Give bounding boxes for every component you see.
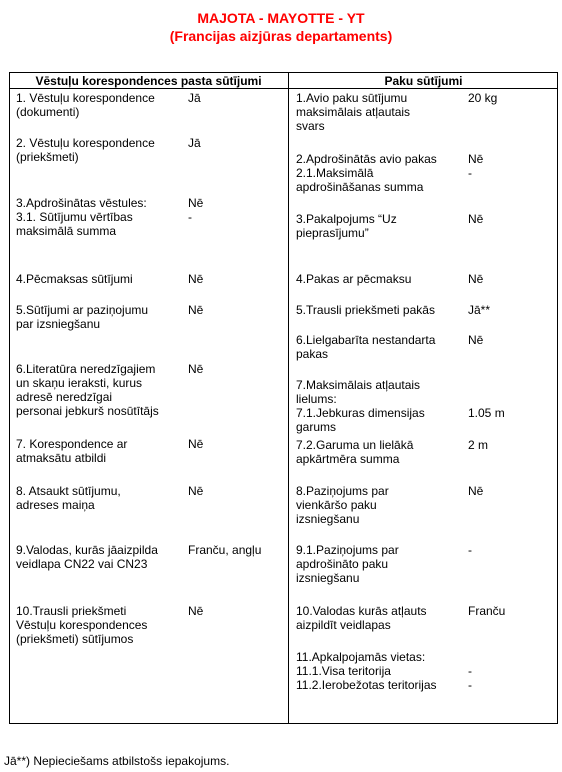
left-row-3-label: 3.Apdrošinātas vēstules: 3.1. Sūtījumu vērtības maksimālā summa [16, 196, 147, 238]
left-row-6-label: 6.Literatūra neredzīgajiem un skaņu ieraksti, kurus adresē neredzīgai personai jebkurš nosūtītājs [16, 362, 159, 418]
left-row-1-label: 1. Vēstuļu korespondence (dokumenti) [16, 91, 155, 119]
page-title: MAJOTA - MAYOTTE - YT [197, 10, 365, 26]
left-row-7-label: 7. Korespondence ar atmaksātu atbildi [16, 437, 128, 465]
left-row-5-value: Nē [188, 303, 204, 317]
page-subtitle: (Francijas aizjūras departaments) [169, 28, 393, 44]
right-row-6-label: 6.Lielgabarīta nestandarta pakas [296, 333, 436, 361]
right-row-10-label: 10.Valodas kurās atļauts aizpildīt veidlapas [296, 604, 427, 632]
left-row-2-label: 2. Vēstuļu korespondence (priekšmeti) [16, 136, 155, 164]
left-row-6-value: Nē [188, 362, 204, 376]
left-row-2-value: Jā [188, 136, 201, 150]
right-row-8-label: 8.Paziņojums par vienkāršo paku izsniegšanu [296, 484, 389, 526]
left-row-9-value: Franču, angļu [188, 543, 262, 557]
left-row-5-label: 5.Sūtījumi ar paziņojumu par izsniegšanu [16, 303, 149, 331]
left-row-10-label: 10.Trausli priekšmeti Vēstuļu korespondences (priekšmeti) sūtījumos [16, 604, 148, 646]
left-row-4-label: 4.Pēcmaksas sūtījumi [16, 272, 133, 286]
right-row-9-label: 9.1.Paziņojums par apdrošināto paku izsniegšanu [296, 543, 399, 585]
left-row-10-value: Nē [188, 604, 204, 618]
right-row-3-value: Nē [468, 212, 484, 226]
right-row-3-label: 3.Pakalpojums “Uz pieprasījumu” [296, 212, 397, 240]
right-row-2-label: 2.Apdrošinātās avio pakas 2.1.Maksimālā apdrošināšanas summa [296, 152, 437, 194]
left-row-1-value: Jā [188, 91, 201, 105]
right-row-11-value: - - [468, 664, 472, 692]
right-row-7-label: 7.Maksimālais atļautais lielums: 7.1.Jebkuras dimensijas garums [296, 378, 425, 434]
left-row-3-value: Nē - [188, 196, 204, 224]
left-row-8-value: Nē [188, 484, 204, 498]
right-row-7-value: 1.05 m [468, 406, 505, 420]
right-row-6-value: Nē [468, 333, 484, 347]
right-column-header: Paku sūtījumi [384, 74, 463, 88]
left-row-4-value: Nē [188, 272, 204, 286]
right-row-1-label: 1.Avio paku sūtījumu maksimālais atļautais svars [296, 91, 411, 133]
left-row-9-label: 9.Valodas, kurās jāaizpilda veidlapa CN22 vai CN23 [16, 543, 158, 571]
right-row-7-2-label: 7.2.Garuma un lielākā apkārtmēra summa [296, 438, 414, 466]
left-row-8-label: 8. Atsaukt sūtījumu, adreses maiņa [16, 484, 121, 512]
right-row-10-value: Franču [468, 604, 506, 618]
right-row-5-label: 5.Trausli priekšmeti pakās [296, 303, 435, 317]
right-row-1-value: 20 kg [468, 91, 498, 105]
right-row-8-value: Nē [468, 484, 484, 498]
header-divider [9, 88, 558, 89]
right-row-9-value: - [468, 543, 472, 557]
left-row-7-value: Nē [188, 437, 204, 451]
right-row-4-label: 4.Pakas ar pēcmaksu [296, 272, 412, 286]
left-column-header: Vēstuļu korespondences pasta sūtījumi [35, 74, 262, 88]
right-row-11-label: 11.Apkalpojamās vietas: 11.1.Visa teritorija 11.2.Ierobežotas teritorijas [296, 650, 437, 692]
right-row-5-value: Jā** [468, 303, 491, 317]
right-row-7-2-value: 2 m [468, 438, 489, 452]
footnote: Jā**) Nepieciešams atbilstošs iepakojums. [4, 754, 230, 768]
column-divider [288, 72, 289, 724]
right-row-4-value: Nē [468, 272, 484, 286]
right-row-2-value: Nē - [468, 152, 484, 180]
